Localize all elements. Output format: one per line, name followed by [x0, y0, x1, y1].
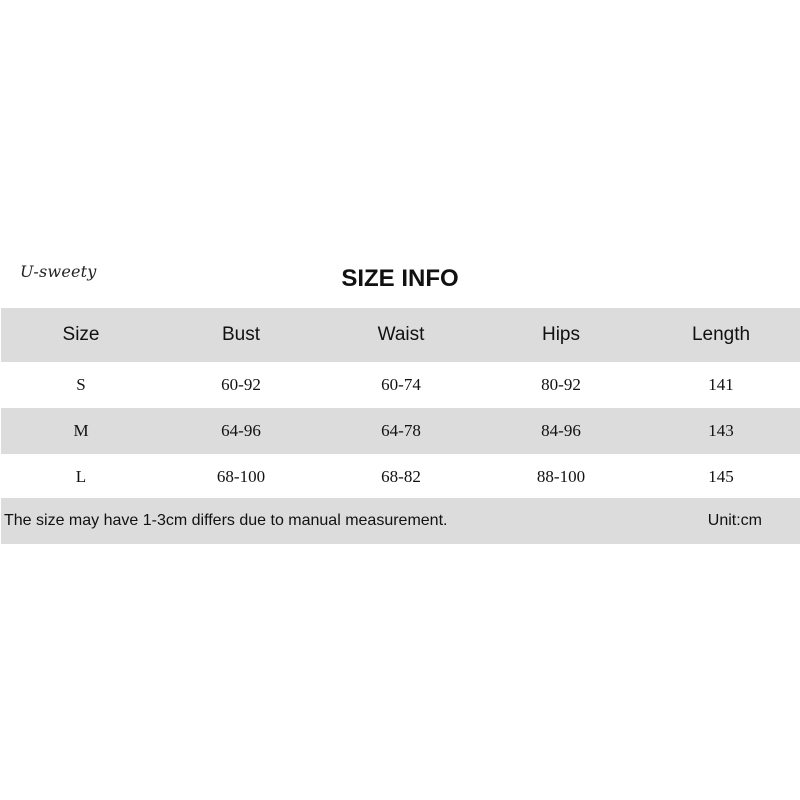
cell-length: 143 — [708, 421, 734, 440]
size-table — [1, 308, 800, 500]
header-bust: Bust — [221, 324, 261, 345]
footnote-row — [1, 498, 800, 544]
page-title: SIZE INFO — [341, 265, 459, 292]
header-waist: Waist — [377, 324, 425, 345]
cell-bust: 68-100 — [216, 467, 266, 486]
table-row — [1, 408, 800, 454]
header-length: Length — [691, 324, 751, 345]
header-size: Size — [62, 324, 100, 345]
cell-length: 141 — [708, 375, 734, 394]
cell-size: S — [76, 375, 86, 394]
cell-waist: 60-74 — [381, 375, 421, 394]
cell-bust: 64-96 — [221, 421, 261, 440]
cell-hips: 84-96 — [541, 421, 581, 440]
cell-hips: 88-100 — [536, 467, 586, 486]
cell-waist: 68-82 — [381, 467, 421, 486]
measurement-note: The size may have 1-3cm differs due to manual measurement. — [4, 512, 448, 529]
cell-bust: 60-92 — [221, 375, 261, 394]
cell-hips: 80-92 — [541, 375, 581, 394]
table-header-row — [1, 308, 800, 362]
brand-logo: U-sweety — [20, 262, 97, 281]
cell-size: L — [75, 467, 87, 486]
cell-waist: 64-78 — [381, 421, 421, 440]
cell-size: M — [73, 421, 89, 440]
table-row — [1, 362, 800, 408]
cell-length: 145 — [708, 467, 734, 486]
unit-label: Unit:cm — [707, 512, 762, 529]
header-hips: Hips — [541, 324, 580, 345]
table-row — [1, 454, 800, 500]
